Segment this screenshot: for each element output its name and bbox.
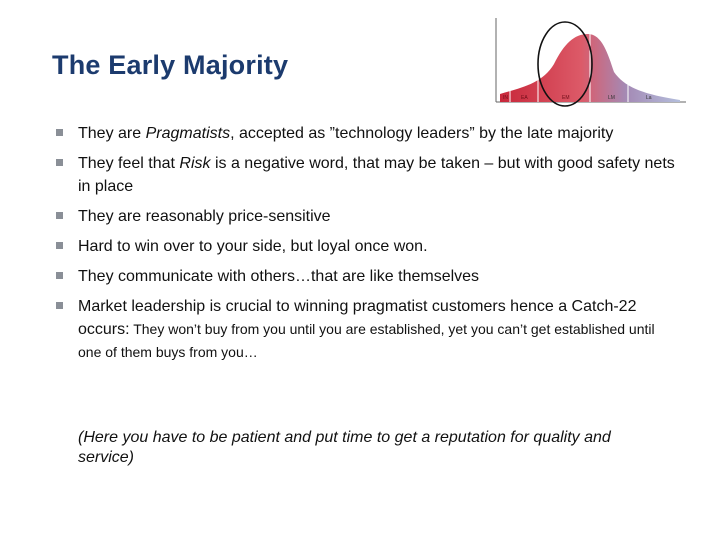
bullet-marker	[56, 159, 63, 166]
bullet-marker	[56, 212, 63, 219]
bullet-marker	[56, 272, 63, 279]
bullet-text: They communicate with others…that are like themselves	[78, 268, 480, 285]
bullet-item	[56, 122, 676, 145]
segment-label-in: IN	[503, 95, 508, 101]
bullet-text-part: Market leadership is crucial to winning pragmatist customers hence a Catch-22 occurs:	[78, 298, 637, 338]
bullet-text-part: They feel that	[78, 155, 180, 172]
slide-title: The Early Majority	[52, 50, 289, 80]
bullet-item	[56, 235, 676, 258]
bullet-text	[78, 298, 655, 361]
bullet-small-text: They won’t buy from you until you are established, yet you can’t get established until one of them buys from you…	[78, 321, 655, 360]
bullet-marker	[56, 129, 63, 136]
segment-label-ea: EA	[521, 95, 528, 101]
segment-label-la: La	[646, 95, 652, 101]
bullet-list	[56, 122, 676, 371]
bullet-text-part: , accepted as ”technology leaders” by the late majority	[230, 125, 614, 142]
bullet-marker	[56, 302, 63, 309]
bullet-item	[56, 265, 676, 288]
bullet-item	[56, 295, 676, 364]
segment-label-em: EM	[562, 95, 570, 101]
bullet-text	[78, 125, 613, 142]
italic-note: (Here you have to be patient and put time to get a reputation for quality and service)	[78, 429, 611, 466]
adoption-curve-diagram	[490, 14, 690, 108]
bullet-emphasis: Pragmatists	[145, 125, 231, 142]
bullet-text-part: is a negative word, that may be taken – but with good safety nets in place	[78, 155, 675, 195]
bullet-text: They are reasonably price-sensitive	[78, 208, 331, 225]
bullet-item	[56, 205, 676, 228]
bullet-text	[78, 155, 675, 195]
bullet-text: Hard to win over to your side, but loyal once won.	[78, 238, 428, 255]
bullet-text-part: They are	[78, 125, 146, 142]
bullet-marker	[56, 242, 63, 249]
bullet-emphasis: Risk	[179, 155, 211, 172]
segment-label-lm: LM	[608, 95, 615, 101]
bullet-item	[56, 152, 676, 198]
